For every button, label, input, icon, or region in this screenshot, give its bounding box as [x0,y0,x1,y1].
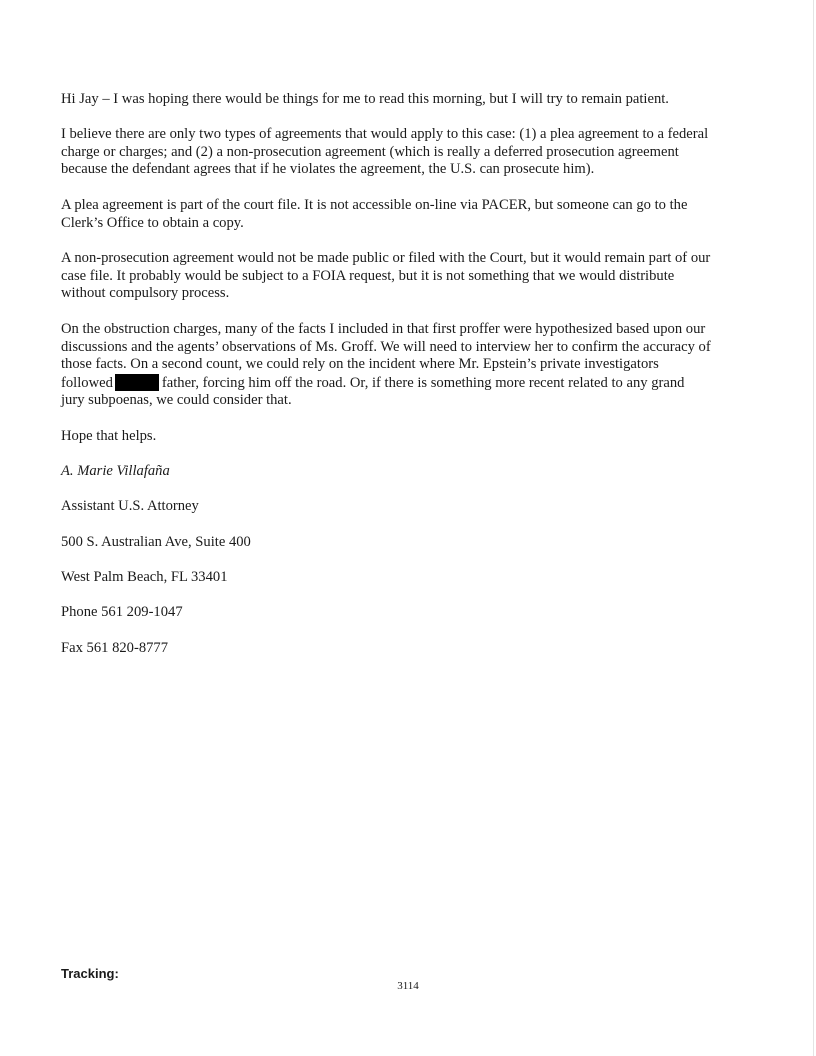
paragraph-line: A plea agreement is part of the court file. It is not accessible on-line via PACER, but someone can go to the [61,197,688,213]
page-edge [813,0,814,1056]
closing-text: Hope that helps. [61,428,157,444]
non-prosecution-paragraph [61,250,761,303]
signature-fax: Fax 561 820-8777 [61,640,169,656]
paragraph-line: I believe there are only two types of agreements that would apply to this case: (1) a plea agreement to a federal [61,126,709,142]
signature-phone: Phone 561 209-1047 [61,604,183,620]
paragraph-line: jury subpoenas, we could consider that. [61,392,292,409]
greeting-paragraph [61,91,761,109]
signature-address: 500 S. Australian Ave, Suite 400 [61,534,251,550]
paragraph-line: Hi Jay – I was hoping there would be things for me to read this morning, but I will try to remain patient. [61,91,669,107]
paragraph-line: On the obstruction charges, many of the facts I included in that first proffer were hypothesized based upon our [61,321,706,337]
agreement-types-paragraph [61,126,761,179]
plea-agreement-paragraph [61,197,761,232]
paragraph-line: A non-prosecution agreement would not be made public or filed with the Court, but it would remain part of our [61,250,711,266]
paragraph-line: Clerk’s Office to obtain a copy. [61,214,244,231]
tracking-label: Tracking: [61,966,119,981]
obstruction-paragraph [61,321,761,410]
signature-name: A. Marie Villafaña [61,463,170,479]
paragraph-line: discussions and the agents’ observations of Ms. Groff. We will need to interview her to confirm the accuracy of [61,338,711,355]
paragraph-line: because the defendant agrees that if he violates the agreement, the U.S. can prosecute him). [61,161,595,178]
signature-city: West Palm Beach, FL 33401 [61,569,228,585]
redacted-line-end: father, forcing him off the road. Or, if there is something more recent related to any grand [161,374,685,391]
paragraph-line: without compulsory process. [61,285,230,302]
redacted-line [61,374,761,393]
page-number: 3114 [397,980,419,992]
redaction-box [115,374,159,391]
paragraph-line: charge or charges; and (2) a non-prosecution agreement (which is really a deferred prosecution agreement [61,143,679,160]
signature-title: Assistant U.S. Attorney [61,498,199,514]
paragraph-line: those facts. On a second count, we could rely on the incident where Mr. Epstein’s private investigators [61,356,659,373]
paragraph-line: case file. It probably would be subject to a FOIA request, but it is not something that we would distribute [61,267,675,284]
redacted-line-start: followed [61,374,113,391]
